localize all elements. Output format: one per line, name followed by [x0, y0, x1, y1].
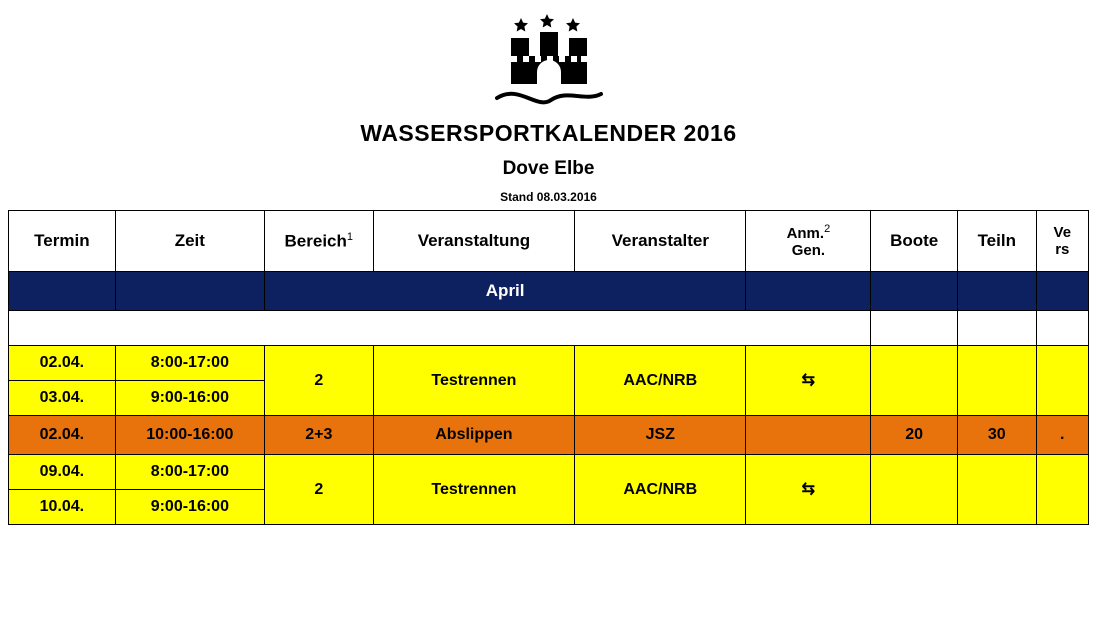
month-row-pad-boote	[871, 272, 958, 311]
column-header-anmeldung-genehmigung	[746, 211, 871, 272]
cell-veranstalter: AAC/NRB	[575, 455, 746, 525]
column-header-veranstaltung: Veranstaltung	[373, 211, 574, 272]
spacer-cell-teiln	[957, 311, 1036, 346]
cell-zeit-2: 9:00-16:00	[115, 381, 264, 416]
cell-teiln	[957, 346, 1036, 416]
month-row-pad-anm	[746, 272, 871, 311]
column-header-vers	[1036, 211, 1088, 272]
cell-veranstalter: JSZ	[575, 416, 746, 455]
cell-bereich: 2	[264, 455, 373, 525]
cell-vers	[1036, 455, 1088, 525]
page-subtitle: Dove Elbe	[502, 158, 595, 179]
cell-anmeldung-swap-icon: ⇆	[746, 346, 871, 416]
month-row-pad-left2	[115, 272, 264, 311]
cell-veranstalter: AAC/NRB	[575, 346, 746, 416]
page-title: WASSERSPORTKALENDER 2016	[360, 120, 737, 146]
column-header-anm-label: Anm.	[786, 224, 825, 242]
month-row-pad-teiln	[957, 272, 1036, 311]
table-body	[9, 272, 1089, 525]
cell-veranstaltung: Testrennen	[373, 346, 574, 416]
cell-anmeldung	[746, 416, 871, 455]
document-header	[0, 0, 1097, 204]
table-header-row	[9, 211, 1089, 272]
cell-zeit-2: 9:00-16:00	[115, 490, 264, 525]
table-row	[9, 455, 1089, 490]
spacer-cell-boote	[871, 311, 958, 346]
cell-bereich: 2+3	[264, 416, 373, 455]
cell-termin: 02.04.	[9, 346, 116, 381]
cell-boote: 20	[871, 416, 958, 455]
column-header-boote: Boote	[871, 211, 958, 272]
revision-date: Stand 08.03.2016	[500, 190, 597, 204]
month-row-pad-vers	[1036, 272, 1088, 311]
cell-anmeldung-swap-icon: ⇆	[746, 455, 871, 525]
cell-vers	[1036, 346, 1088, 416]
table-row	[9, 416, 1089, 455]
spacer-row	[9, 311, 1089, 346]
month-header-row	[9, 272, 1089, 311]
cell-zeit: 8:00-17:00	[115, 346, 264, 381]
cell-teiln	[957, 455, 1036, 525]
table-row	[9, 346, 1089, 381]
column-header-bereich-footnote: 1	[346, 230, 354, 243]
cell-zeit: 8:00-17:00	[115, 455, 264, 490]
cell-bereich: 2	[264, 346, 373, 416]
cell-zeit: 10:00-16:00	[115, 416, 264, 455]
month-row-pad-left	[9, 272, 116, 311]
month-label: April	[264, 272, 746, 311]
spacer-cell-left	[9, 311, 871, 346]
column-header-gen-label: Gen.	[791, 242, 826, 259]
column-header-vers-line2: rs	[1055, 241, 1070, 258]
calendar-table-wrapper	[0, 210, 1097, 525]
cell-veranstaltung: Testrennen	[373, 455, 574, 525]
table-header	[9, 211, 1089, 272]
calendar-table	[8, 210, 1089, 525]
column-header-teiln: Teiln	[957, 211, 1036, 272]
cell-termin-2: 03.04.	[9, 381, 116, 416]
cell-teiln: 30	[957, 416, 1036, 455]
cell-termin-2: 10.04.	[9, 490, 116, 525]
column-header-veranstalter: Veranstalter	[575, 211, 746, 272]
cell-boote	[871, 346, 958, 416]
cell-vers: .	[1036, 416, 1088, 455]
cell-boote	[871, 455, 958, 525]
cell-termin: 09.04.	[9, 455, 116, 490]
column-header-bereich	[264, 211, 373, 272]
column-header-termin: Termin	[9, 211, 116, 272]
cell-veranstaltung: Abslippen	[373, 416, 574, 455]
column-header-zeit: Zeit	[115, 211, 264, 272]
hamburg-crest-icon	[489, 14, 609, 106]
column-header-vers-line1: Ve	[1053, 223, 1072, 241]
cell-termin: 02.04.	[9, 416, 116, 455]
spacer-cell-vers	[1036, 311, 1088, 346]
column-header-anm-footnote: 2	[824, 222, 831, 235]
column-header-bereich-label: Bereich	[284, 231, 347, 251]
